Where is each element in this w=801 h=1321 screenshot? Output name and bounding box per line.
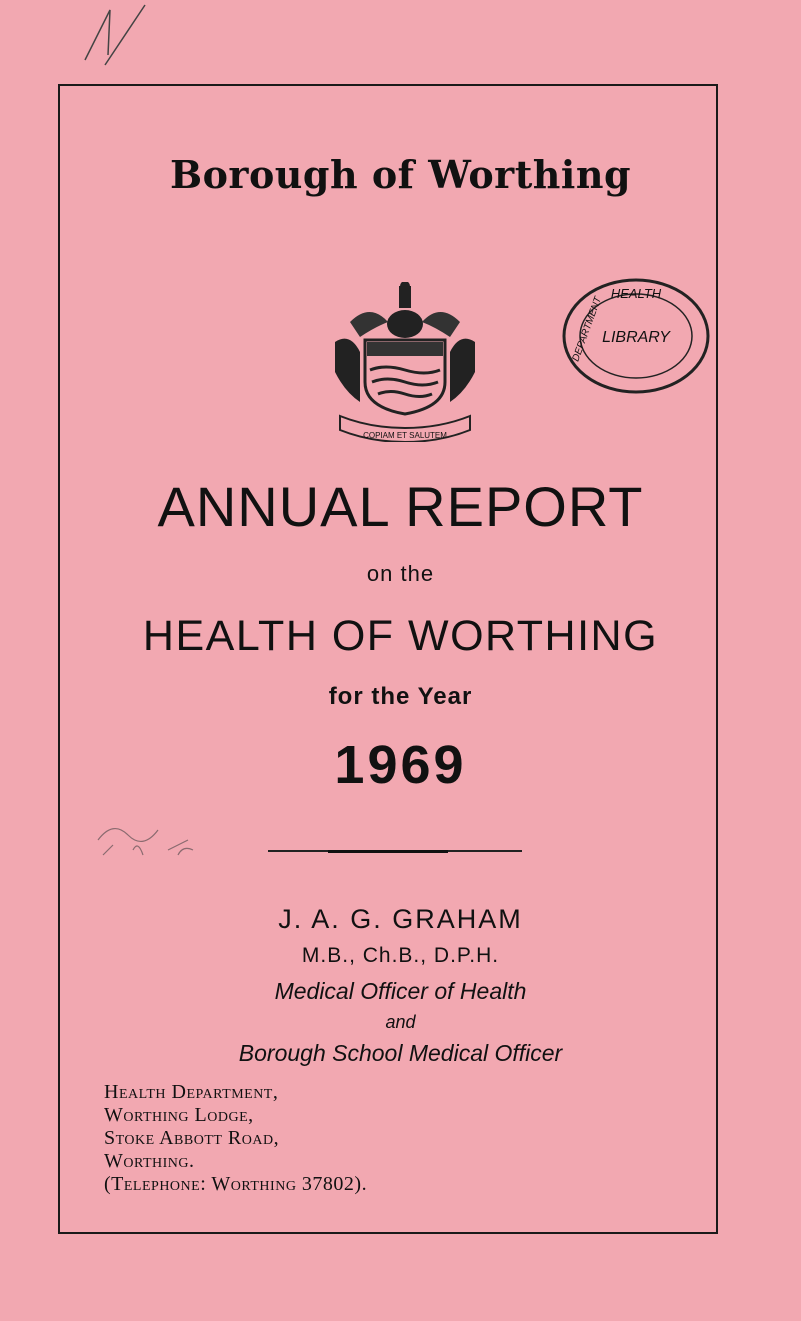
address-line: Worthing Lodge,	[104, 1104, 254, 1126]
annual-report-heading: ANNUAL REPORT	[157, 475, 644, 538]
borough-crest-icon	[330, 282, 480, 442]
pencil-scribble-mark	[88, 800, 228, 880]
author-role-primary: Medical Officer of Health	[274, 978, 527, 1004]
for-the-year-text: for the Year	[328, 683, 473, 710]
stamp-center-text: LIBRARY	[602, 329, 670, 346]
borough-title: Borough of Worthing	[169, 152, 632, 197]
stamp-top-text: HEALTH	[610, 286, 662, 301]
divider-rule	[268, 850, 522, 852]
on-the-text: on the	[366, 561, 435, 586]
author-name: J. A. G. GRAHAM	[278, 904, 523, 934]
crest-motto: COPIAM ET SALUTEM	[363, 431, 447, 440]
address-line: Worthing.	[104, 1150, 195, 1172]
address-line: (Telephone: Worthing 37802).	[104, 1173, 368, 1195]
report-subject-heading: HEALTH OF WORTHING	[142, 612, 659, 660]
author-role-secondary: Borough School Medical Officer	[238, 1040, 563, 1066]
report-year: 1969	[334, 735, 467, 795]
address-block	[104, 1081, 367, 1196]
address-line: Health Department,	[104, 1081, 279, 1103]
library-stamp-icon	[558, 272, 718, 400]
author-degrees: M.B., Ch.B., D.P.H.	[301, 944, 500, 967]
address-line: Stoke Abbott Road,	[104, 1127, 280, 1149]
author-role-conjunction: and	[385, 1012, 416, 1032]
stamp-side-text: DEPARTMENT	[570, 295, 605, 364]
